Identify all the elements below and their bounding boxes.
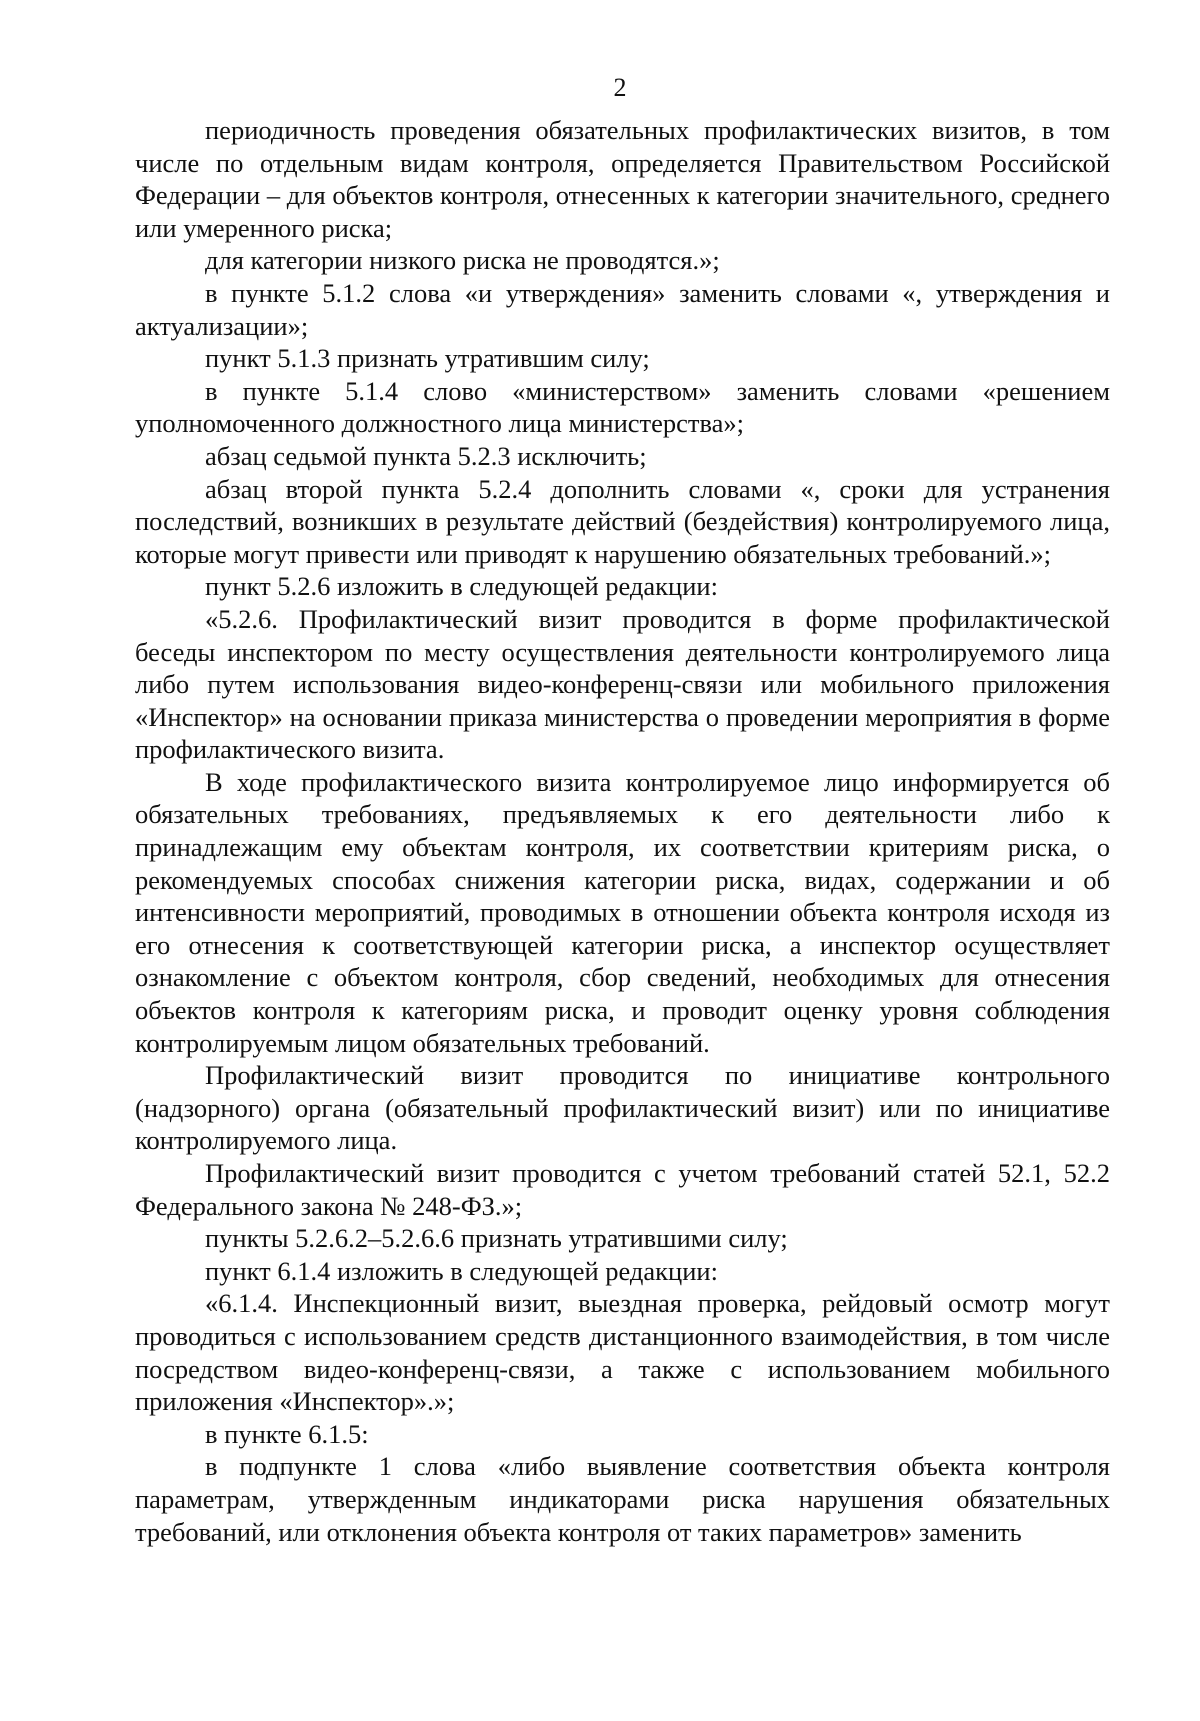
paragraph: абзац седьмой пункта 5.2.3 исключить; xyxy=(205,440,647,471)
paragraph: в пункте 5.1.2 слова «и утверждения» заменить словами «, утверждения и актуализации»; xyxy=(135,277,1110,341)
paragraph: пункт 5.2.6 изложить в следующей редакции: xyxy=(205,571,718,602)
paragraph: «5.2.6. Профилактический визит проводится в форме профилактической беседы инспектором по месту осуществления деятельности контролируемого лица либо путем использования видео-конференц-связи или мобильного приложения «Инспектор» на основании приказа министерства о проведении мероприятия в форме профилактического визита. xyxy=(135,603,1110,765)
paragraph: периодичность проведения обязательных профилактических визитов, в том числе по отдельным видам контроля, определяется Правительством Российской Федерации – для объектов контроля, отнесенных к категории значительного, среднего или умеренного риска; xyxy=(135,115,1110,243)
paragraph: пункты 5.2.6.2–5.2.6.6 признать утратившими силу; xyxy=(205,1223,788,1254)
document-body xyxy=(135,114,1110,1548)
paragraph: в подпункте 1 слова «либо выявление соответствия объекта контроля параметрам, утвержденным индикаторами риска нарушения обязательных требований, или отклонения объекта контроля от таких параметров» заменить xyxy=(135,1451,1110,1547)
paragraph: Профилактический визит проводится по инициативе контрольного (надзорного) органа (обязательный профилактический визит) или по инициативе контролируемого лица. xyxy=(135,1060,1110,1156)
paragraph: Профилактический визит проводится с учетом требований статей 52.1, 52.2 Федерального закона № 248-ФЗ.»; xyxy=(135,1158,1110,1221)
paragraph: в пункте 5.1.4 слово «министерством» заменить словами «решением уполномоченного должностного лица министерства»; xyxy=(135,375,1110,439)
page-number: 2 xyxy=(613,73,627,102)
paragraph: «6.1.4. Инспекционный визит, выездная проверка, рейдовый осмотр могут проводиться с использованием средств дистанционного взаимодействия, в том числе посредством видео-конференц-связи, а также с использованием мобильного приложения «Инспектор».»; xyxy=(135,1288,1110,1417)
paragraph: пункт 6.1.4 изложить в следующей редакции: xyxy=(205,1255,718,1286)
paragraph: для категории низкого риска не проводятся.»; xyxy=(205,245,720,276)
paragraph: в пункте 6.1.5: xyxy=(205,1418,369,1449)
paragraph: абзац второй пункта 5.2.4 дополнить словами «, сроки для устранения последствий, возникших в результате действий (бездействия) контролируемого лица, которые могут привести или приводят к нарушению обязательных требований.»; xyxy=(135,473,1110,569)
paragraph: В ходе профилактического визита контролируемое лицо информируется об обязательных требованиях, предъявляемых к его деятельности либо к принадлежащим ему объектам контроля, их соответствии критериям риска, о рекомендуемых способах снижения категории риска, видах, содержании и об интенсивности мероприятий, проводимых в отношении объекта контроля исходя из его отнесения к соответствующей категории риска, а инспектор осуществляет ознакомление с объектом контроля, сбор сведений, необходимых для отнесения объектов контроля к категориям риска, и проводит оценку уровня соблюдения контролируемым лицом обязательных требований. xyxy=(135,766,1110,1058)
paragraph: пункт 5.1.3 признать утратившим силу; xyxy=(205,343,650,374)
